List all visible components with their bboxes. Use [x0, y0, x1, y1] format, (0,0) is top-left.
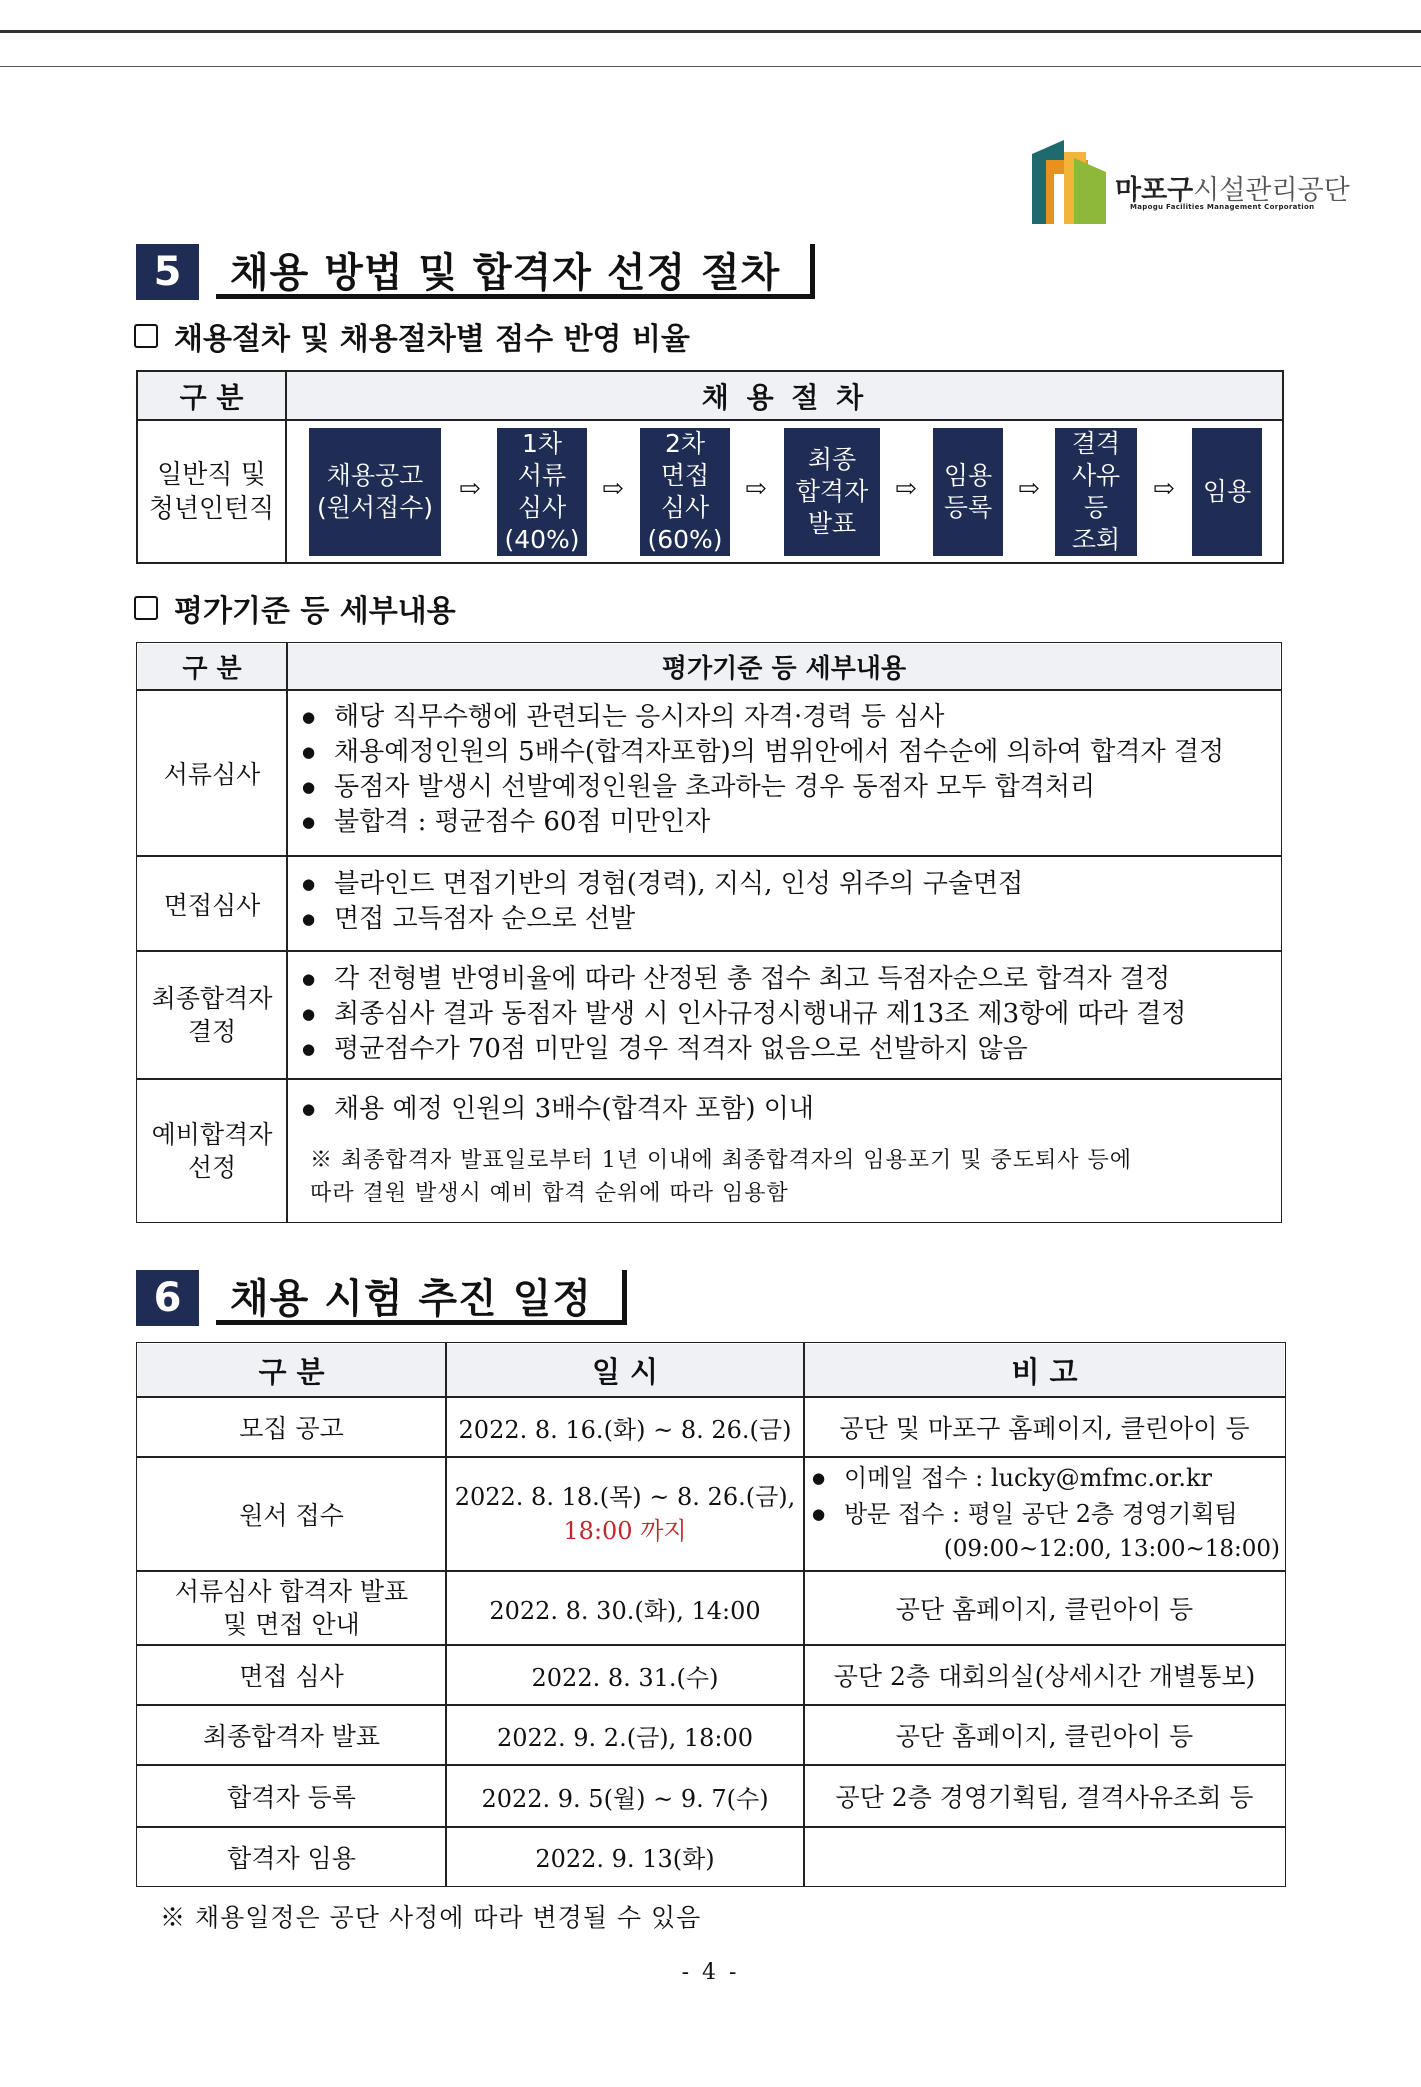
section-number-6: 6 [136, 1270, 199, 1326]
process-row-label [138, 421, 285, 562]
list-item: ● 동점자 발생시 선발예정인원을 초과하는 경우 동점자 모두 합격처리 [300, 770, 1224, 805]
step-text: 조회 [1071, 525, 1121, 554]
subheading-process [134, 318, 690, 357]
arrow-right-icon: ⇨ [1153, 474, 1175, 504]
label-line: 선정 [187, 1152, 237, 1182]
note-list [810, 1460, 1282, 1532]
schedule-date: 2022. 8. 31.(수) [531, 1663, 719, 1692]
step-text: 서류 [517, 461, 567, 490]
note-hours: (09:00~12:00, 13:00~18:00) [943, 1536, 1280, 1562]
schedule-header-note: 비 고 [805, 1344, 1284, 1396]
list-item: ● 블라인드 면접기반의 경험(경력), 지식, 인성 위주의 구술면접 [300, 867, 1023, 902]
step-text: 1차 [521, 429, 563, 458]
arrow-right-icon: ⇨ [895, 474, 917, 504]
step-text: 등록 [943, 493, 993, 522]
category-line: 서류심사 합격자 발표 [174, 1577, 409, 1606]
process-header-category: 구 분 [138, 372, 285, 419]
page-number: - 4 - [681, 1960, 740, 1985]
checkbox-icon [134, 596, 158, 620]
criteria-list-document [300, 700, 1224, 840]
list-item: ● 각 전형별 반영비율에 따라 산정된 총 접수 최고 득점자순으로 합격자 결정 [300, 962, 1186, 997]
step-box-4 [784, 428, 880, 556]
step-text: (40%) [504, 525, 580, 554]
list-item: ● 채용 예정 인원의 3배수(합격자 포함) 이내 [300, 1092, 814, 1127]
subheading-criteria-text: 평가기준 등 세부내용 [174, 594, 456, 629]
top-rule [0, 30, 1421, 33]
step-box-1 [309, 428, 441, 556]
schedule-category: 모집 공고 [239, 1414, 344, 1443]
list-item: ● 해당 직무수행에 관련되는 응시자의 자격·경력 등 심사 [300, 700, 1224, 735]
criteria-label-reserve [138, 1080, 286, 1221]
category-line: 및 면접 안내 [223, 1610, 360, 1639]
schedule-note: 공단 2층 대회의실(상세시간 개별통보) [833, 1662, 1256, 1691]
schedule-category: 합격자 등록 [227, 1783, 356, 1812]
step-box-7 [1192, 428, 1262, 556]
logo-subtitle: Mapogu Facilities Management Corporation [1130, 203, 1315, 211]
schedule-note: 공단 홈페이지, 클린아이 등 [895, 1595, 1194, 1624]
schedule-date: 2022. 9. 2.(금), 18:00 [496, 1723, 754, 1752]
schedule-date [447, 1458, 803, 1570]
label-line: 결정 [187, 1017, 237, 1046]
step-box-2 [497, 428, 587, 556]
criteria-list-reserve [300, 1092, 814, 1127]
step-text: 임용 [943, 461, 993, 490]
list-item: ● 면접 고득점자 순으로 선발 [300, 902, 1023, 937]
process-header-steps: 채 용 절 차 [287, 372, 1282, 419]
reserve-note-line1: ※ 최종합격자 발표일로부터 1년 이내에 최종합격자의 임용포기 및 중도퇴사 등에 [310, 1148, 1133, 1173]
step-box-3 [640, 428, 730, 556]
step-text: 심사 [660, 493, 710, 522]
step-text: 발표 [807, 509, 857, 538]
process-row-label-line2: 청년인턴직 [148, 493, 275, 524]
list-item: ● 불합격 : 평균점수 60점 미만인자 [300, 805, 1224, 840]
criteria-list-interview [300, 867, 1023, 937]
criteria-header-category: 구 분 [138, 644, 286, 689]
process-row-label-line1: 일반직 및 [157, 459, 266, 490]
label-line: 최종합격자 [151, 984, 273, 1013]
step-text: (원서접수) [316, 493, 434, 522]
schedule-category: 최종합격자 발표 [203, 1722, 380, 1751]
label-line: 예비합격자 [151, 1119, 273, 1149]
criteria-header-detail: 평가기준 등 세부내용 [288, 644, 1280, 689]
criteria-label-document: 서류심사 [163, 759, 261, 789]
arrow-right-icon: ⇨ [459, 474, 481, 504]
schedule-note [810, 1458, 1282, 1570]
section-number-5: 5 [136, 244, 199, 300]
schedule-deadline-red: 18:00 까지 [563, 1517, 687, 1545]
criteria-list-final [300, 962, 1186, 1067]
step-text: (60%) [647, 525, 723, 554]
schedule-date: 2022. 8. 16.(화) ~ 8. 26.(금) [458, 1415, 792, 1444]
list-item: ● 방문 접수 : 평일 공단 2층 경영기획팀 [810, 1496, 1282, 1532]
step-box-5 [933, 428, 1003, 556]
reserve-note [310, 1144, 1278, 1210]
reserve-note-line2: 따라 결원 발생시 예비 합격 순위에 따라 임용함 [310, 1181, 789, 1206]
step-text: 사유 [1071, 461, 1121, 490]
arrow-right-icon: ⇨ [745, 474, 767, 504]
step-text: 합격자 [795, 477, 869, 506]
schedule-footnote: ※ 채용일정은 공단 사정에 따라 변경될 수 있음 [160, 1903, 702, 1932]
schedule-header-category: 구 분 [138, 1344, 445, 1396]
criteria-label-final [138, 952, 286, 1078]
list-item: ● 최종심사 결과 동점자 발생 시 인사규정시행내규 제13조 제3항에 따라 결정 [300, 997, 1186, 1032]
checkbox-icon [134, 324, 158, 348]
step-text: 최종 [807, 445, 857, 474]
schedule-header-date: 일 시 [447, 1344, 803, 1396]
top-rule-thin [0, 66, 1421, 67]
arrow-right-icon: ⇨ [1018, 474, 1040, 504]
schedule-category: 합격자 임용 [227, 1843, 356, 1873]
schedule-date-line: 2022. 8. 18.(목) ~ 8. 26.(금), [454, 1483, 796, 1511]
list-item: ● 이메일 접수 : lucky@mfmc.or.kr [810, 1460, 1282, 1496]
schedule-note: 공단 홈페이지, 클린아이 등 [895, 1722, 1194, 1751]
step-text: 임용 [1202, 477, 1252, 506]
step-text: 채용공고 [326, 461, 424, 490]
schedule-category: 원서 접수 [239, 1501, 344, 1530]
list-item: ● 채용예정인원의 5배수(합격자포함)의 범위안에서 점수순에 의하여 합격자 결정 [300, 735, 1224, 770]
subheading-process-text: 채용절차 및 채용절차별 점수 반영 비율 [174, 322, 690, 357]
schedule-note: 공단 및 마포구 홈페이지, 클린아이 등 [839, 1414, 1250, 1443]
step-text: 2차 [664, 429, 706, 458]
schedule-note: 공단 2층 경영기획팀, 결격사유조회 등 [835, 1783, 1254, 1812]
schedule-date: 2022. 9. 13(화) [535, 1845, 715, 1873]
logo-name: 마포구시설관리공단 [1115, 175, 1350, 206]
arrow-right-icon: ⇨ [602, 474, 624, 504]
schedule-note [805, 1828, 1284, 1885]
list-item: ● 평균점수가 70점 미만일 경우 적격자 없음으로 선발하지 않음 [300, 1032, 1186, 1067]
step-text: 등 [1083, 493, 1109, 522]
schedule-date: 2022. 9. 5(월) ~ 9. 7(수) [481, 1784, 769, 1813]
criteria-label-interview: 면접심사 [163, 890, 261, 920]
step-text: 면접 [660, 461, 710, 490]
step-box-6 [1055, 428, 1137, 556]
step-text: 결격 [1071, 429, 1121, 458]
schedule-category: 면접 심사 [239, 1662, 344, 1691]
section-title-6: 채용 시험 추진 일정 [216, 1270, 627, 1325]
subheading-criteria [134, 590, 456, 629]
step-text: 심사 [517, 493, 567, 522]
schedule-category [138, 1572, 445, 1644]
schedule-date: 2022. 8. 30.(화), 14:00 [489, 1596, 761, 1625]
section-title-5: 채용 방법 및 합격자 선정 절차 [216, 244, 815, 299]
